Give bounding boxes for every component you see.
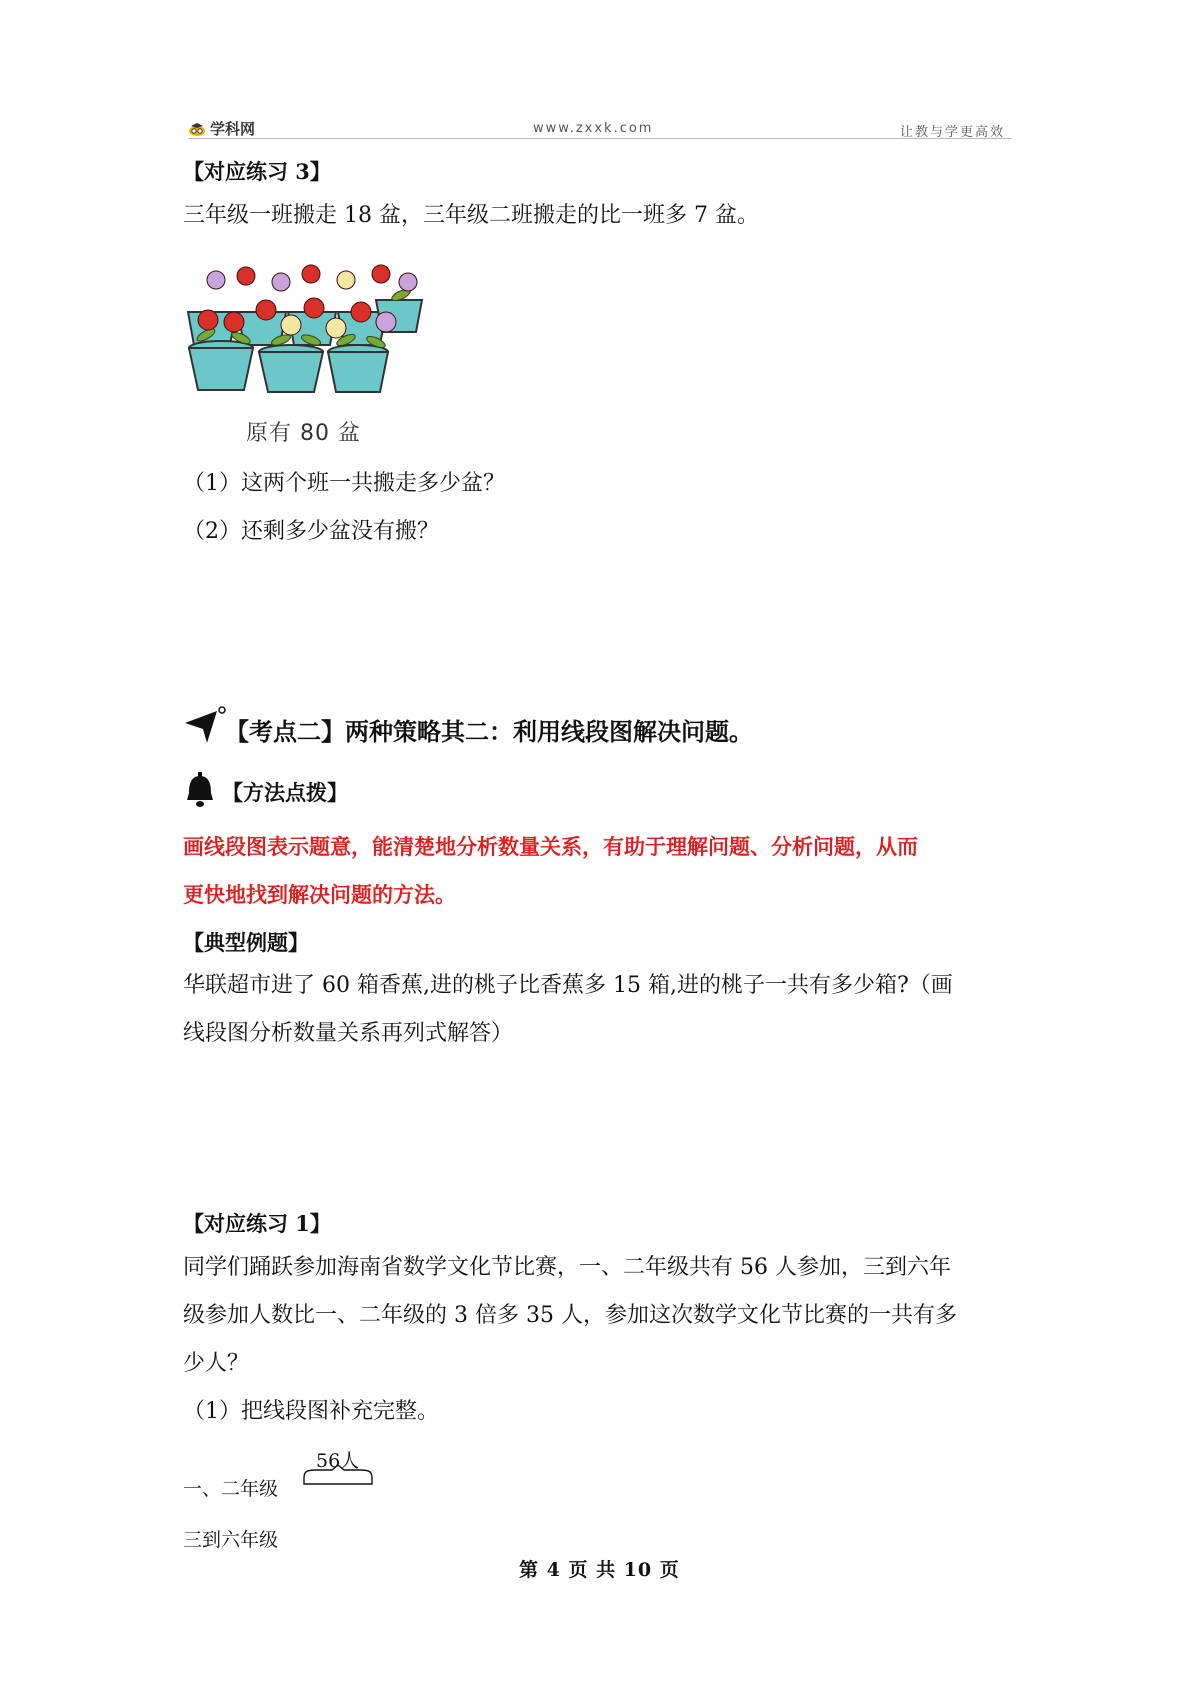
logo-icon (188, 122, 206, 136)
example-line-2: 线段图分析数量关系再列式解答） (183, 1021, 514, 1046)
method-title: 【方法点拨】 (222, 781, 348, 805)
practice3-question-2: （2）还剩多少盆没有搬？ (183, 519, 439, 544)
example-line-1: 华联超市进了 60 箱香蕉,进的桃子比香蕉多 15 箱,进的桃子一共有多少箱?（画 (183, 973, 953, 998)
row-label-grade-1-2: 一、二年级 (183, 1478, 279, 1500)
segment-brace (302, 1464, 374, 1490)
flower-pots-image (186, 250, 426, 400)
practice1-line-3: 少人？ (183, 1351, 250, 1376)
method-text-line-2: 更快地找到解决问题的方法。 (183, 883, 456, 907)
example-title: 【典型例题】 (183, 931, 309, 955)
practice3-title: 【对应练习 3】 (183, 159, 331, 184)
header-url: www.zxxk.com (533, 121, 654, 136)
practice1-line-2: 级参加人数比一、二年级的 3 倍多 35 人，参加这次数学文化节比赛的一共有多 (183, 1303, 957, 1328)
practice1-line-1: 同学们踊跃参加海南省数学文化节比赛，一、二年级共有 56 人参加，三到六年 (183, 1255, 951, 1280)
section-title: 【考点二】两种策略其二：利用线段图解决问题。 (225, 718, 753, 746)
segment-label: 56人 (316, 1450, 360, 1472)
header-slogan: 让教与学更高效 (900, 125, 1006, 140)
practice3-question-1: （1）这两个班一共搬走多少盆？ (183, 471, 505, 496)
page-number: 第 4 页 共 10 页 (519, 1559, 680, 1581)
header-divider (188, 138, 1012, 139)
navigation-arrow-icon (183, 705, 227, 745)
practice3-text: 三年级一班搬走 18 盆，三年级二班搬走的比一班多 7 盆。 (183, 203, 759, 228)
bell-icon (184, 771, 216, 809)
practice1-question-1: （1）把线段图补充完整。 (183, 1399, 439, 1424)
row-label-grade-3-6: 三到六年级 (183, 1529, 279, 1551)
method-text-line-1: 画线段图表示题意，能清楚地分析数量关系，有助于理解问题、分析问题，从而 (183, 835, 918, 859)
logo-text: 学科网 (210, 120, 256, 138)
site-logo (188, 118, 255, 139)
practice1-title: 【对应练习 1】 (183, 1211, 331, 1236)
image-caption: 原有 80 盆 (246, 421, 361, 446)
